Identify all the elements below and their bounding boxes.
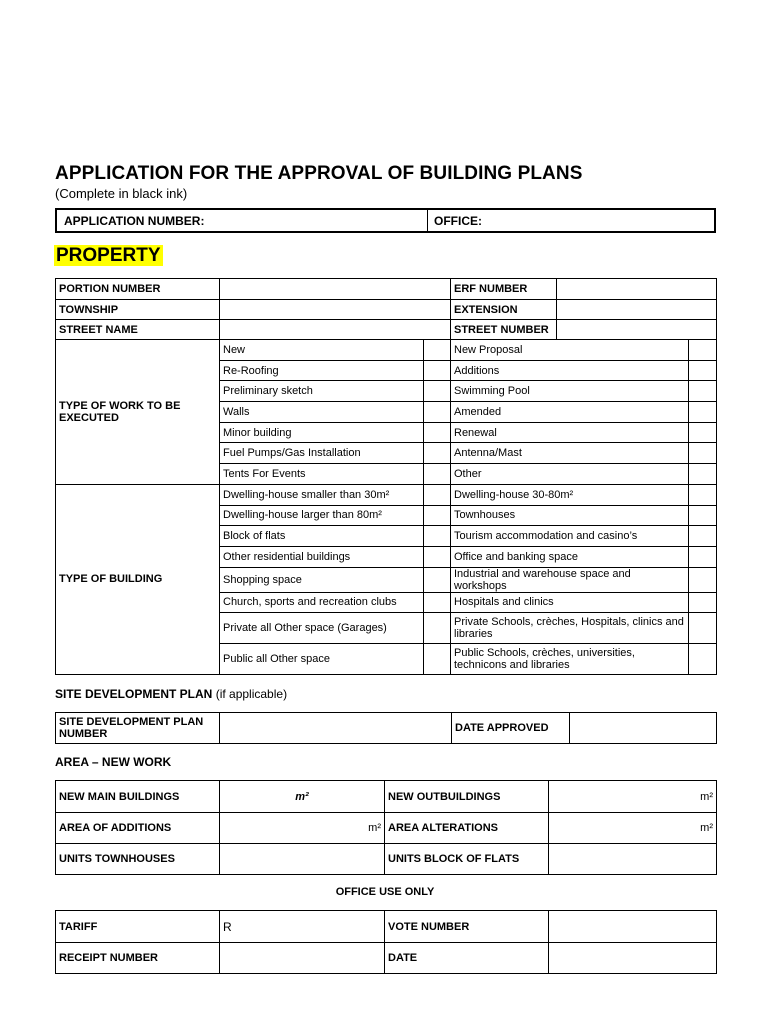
additions-input[interactable]	[220, 813, 385, 844]
work-option-left: Re-Roofing	[220, 360, 424, 381]
building-option-right: Private Schools, crèches, Hospitals, clinics and libraries	[451, 612, 689, 643]
building-option-right: Hospitals and clinics	[451, 592, 689, 612]
building-checkbox-right[interactable]	[689, 612, 717, 643]
portion-number-label: PORTION NUMBER	[56, 279, 220, 300]
building-checkbox-right[interactable]	[689, 484, 717, 505]
flats-label: UNITS BLOCK OF FLATS	[385, 844, 549, 875]
work-checkbox-left[interactable]	[424, 422, 451, 443]
building-checkbox-left[interactable]	[424, 505, 451, 526]
tariff-label: TARIFF	[56, 911, 220, 943]
date-label: DATE	[385, 943, 549, 974]
building-option-left: Block of flats	[220, 526, 424, 547]
street-number-label: STREET NUMBER	[451, 320, 557, 340]
building-checkbox-right[interactable]	[689, 526, 717, 547]
building-option-left: Church, sports and recreation clubs	[220, 592, 424, 612]
application-number-field[interactable]	[56, 209, 428, 232]
work-checkbox-left[interactable]	[424, 381, 451, 402]
portion-number-input[interactable]	[220, 279, 451, 300]
street-number-input[interactable]	[557, 320, 717, 340]
area-table	[55, 780, 717, 875]
building-checkbox-left[interactable]	[424, 567, 451, 592]
work-checkbox-right[interactable]	[689, 464, 717, 485]
work-checkbox-right[interactable]	[689, 443, 717, 464]
outbuildings-unit: m²	[700, 790, 713, 803]
property-table	[55, 278, 717, 675]
building-type-label: TYPE OF BUILDING	[56, 484, 220, 674]
alterations-unit: m²	[700, 822, 713, 834]
work-option-right: Renewal	[451, 422, 689, 443]
work-option-right: Additions	[451, 360, 689, 381]
sdp-heading: SITE DEVELOPMENT PLAN	[55, 687, 213, 701]
work-option-left: Walls	[220, 402, 424, 423]
building-option-left: Shopping space	[220, 567, 424, 592]
receipt-number-label: RECEIPT NUMBER	[56, 943, 220, 974]
form-subtitle: (Complete in black ink)	[55, 186, 188, 201]
sdp-number-input[interactable]	[220, 713, 452, 744]
sdp-number-label: SITE DEVELOPMENT PLAN NUMBER	[56, 713, 220, 744]
work-option-left: Preliminary sketch	[220, 381, 424, 402]
sdp-heading-row	[55, 687, 287, 701]
receipt-number-input[interactable]	[220, 943, 385, 974]
main-buildings-label: NEW MAIN BUILDINGS	[56, 781, 220, 813]
sdp-date-label: DATE APPROVED	[452, 713, 570, 744]
building-option-left: Private all Other space (Garages)	[220, 612, 424, 643]
building-option-left: Other residential buildings	[220, 546, 424, 567]
work-checkbox-left[interactable]	[424, 360, 451, 381]
building-option-right: Office and banking space	[451, 546, 689, 567]
office-field[interactable]	[428, 209, 716, 232]
building-checkbox-right[interactable]	[689, 567, 717, 592]
building-checkbox-right[interactable]	[689, 643, 717, 674]
building-option-left: Dwelling-house smaller than 30m²	[220, 484, 424, 505]
work-checkbox-right[interactable]	[689, 422, 717, 443]
work-checkbox-left[interactable]	[424, 340, 451, 361]
extension-label: EXTENSION	[451, 300, 557, 320]
tariff-value: R	[223, 919, 232, 934]
building-option-right: Public Schools, crèches, universities, technicons and libraries	[451, 643, 689, 674]
street-name-label: STREET NAME	[56, 320, 220, 340]
extension-input[interactable]	[557, 300, 717, 320]
office-label: OFFICE:	[434, 213, 482, 228]
work-option-right: Antenna/Mast	[451, 443, 689, 464]
property-heading: PROPERTY	[56, 245, 161, 266]
building-checkbox-left[interactable]	[424, 643, 451, 674]
outbuildings-input[interactable]	[549, 781, 717, 813]
work-checkbox-left[interactable]	[424, 464, 451, 485]
work-checkbox-right[interactable]	[689, 381, 717, 402]
additions-label: AREA OF ADDITIONS	[56, 813, 220, 844]
alterations-input[interactable]	[549, 813, 717, 844]
work-option-left: Fuel Pumps/Gas Installation	[220, 443, 424, 464]
date-input[interactable]	[549, 943, 717, 974]
application-number-label: APPLICATION NUMBER:	[64, 213, 205, 228]
vote-number-label: VOTE NUMBER	[385, 911, 549, 943]
work-checkbox-left[interactable]	[424, 443, 451, 464]
work-option-left: New	[220, 340, 424, 361]
townhouses-input[interactable]	[220, 844, 385, 875]
work-checkbox-right[interactable]	[689, 402, 717, 423]
area-heading: AREA – NEW WORK	[55, 755, 172, 769]
street-name-input[interactable]	[220, 320, 451, 340]
township-input[interactable]	[220, 300, 451, 320]
building-checkbox-left[interactable]	[424, 526, 451, 547]
work-option-left: Minor building	[220, 422, 424, 443]
work-checkbox-left[interactable]	[424, 402, 451, 423]
form-title: APPLICATION FOR THE APPROVAL OF BUILDING PLANS	[55, 163, 583, 184]
building-checkbox-left[interactable]	[424, 546, 451, 567]
building-option-right: Tourism accommodation and casino’s	[451, 526, 689, 547]
building-option-left: Public all Other space	[220, 643, 424, 674]
main-buildings-input[interactable]	[220, 781, 385, 813]
additions-unit: m²	[368, 822, 381, 834]
building-checkbox-right[interactable]	[689, 546, 717, 567]
erf-number-input[interactable]	[557, 279, 717, 300]
main-buildings-unit: m²	[295, 790, 309, 803]
building-option-right: Industrial and warehouse space and workshops	[451, 567, 689, 592]
building-checkbox-right[interactable]	[689, 505, 717, 526]
work-checkbox-right[interactable]	[689, 360, 717, 381]
sdp-date-input[interactable]	[570, 713, 717, 744]
work-type-label: TYPE OF WORK TO BE EXECUTED	[56, 340, 220, 485]
building-option-right: Dwelling-house 30-80m²	[451, 484, 689, 505]
township-label: TOWNSHIP	[56, 300, 220, 320]
sdp-heading-note: (if applicable)	[215, 687, 288, 701]
office-table	[55, 910, 717, 974]
tariff-input[interactable]	[220, 911, 385, 943]
building-option-right: Townhouses	[451, 505, 689, 526]
townhouses-label: UNITS TOWNHOUSES	[56, 844, 220, 875]
alterations-label: AREA ALTERATIONS	[385, 813, 549, 844]
building-checkbox-left[interactable]	[424, 592, 451, 612]
building-checkbox-left[interactable]	[424, 612, 451, 643]
outbuildings-label: NEW OUTBUILDINGS	[385, 781, 549, 813]
building-option-left: Dwelling-house larger than 80m²	[220, 505, 424, 526]
work-checkbox-right[interactable]	[689, 340, 717, 361]
flats-input[interactable]	[549, 844, 717, 875]
erf-number-label: ERF NUMBER	[451, 279, 557, 300]
building-checkbox-left[interactable]	[424, 484, 451, 505]
work-option-right: New Proposal	[451, 340, 689, 361]
building-checkbox-right[interactable]	[689, 592, 717, 612]
vote-number-input[interactable]	[549, 911, 717, 943]
work-option-right: Swimming Pool	[451, 381, 689, 402]
work-option-right: Amended	[451, 402, 689, 423]
work-option-right: Other	[451, 464, 689, 485]
work-option-left: Tents For Events	[220, 464, 424, 485]
sdp-table	[55, 712, 717, 744]
application-table	[55, 208, 716, 233]
office-use-heading: OFFICE USE ONLY	[335, 886, 435, 898]
